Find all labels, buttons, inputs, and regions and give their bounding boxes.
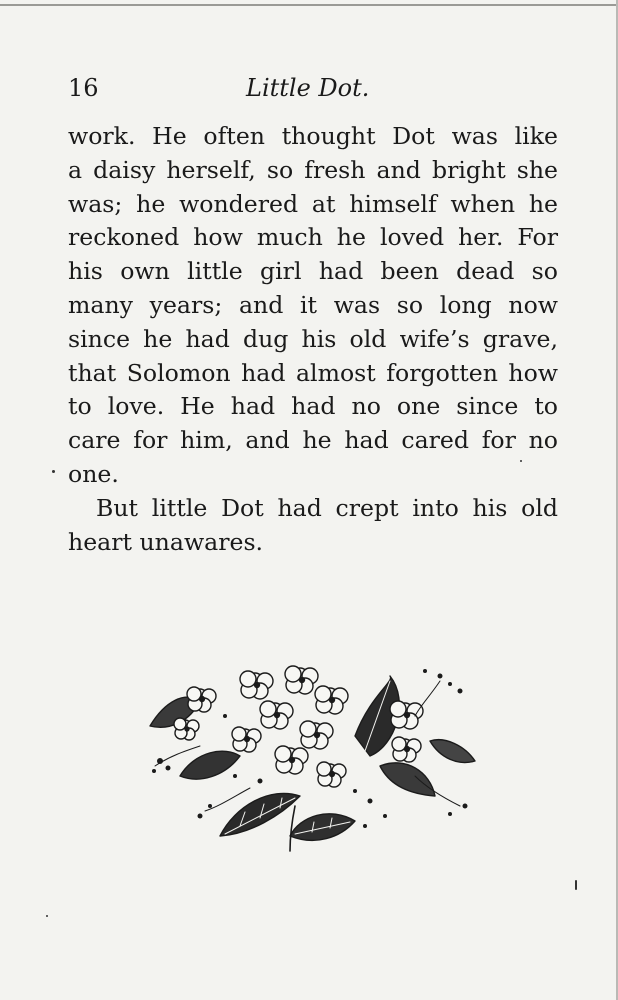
text-line: But little Dot had crept into his old — [96, 493, 558, 522]
paragraph-2 — [68, 492, 558, 560]
top-edge-rule — [0, 4, 618, 6]
text-line: work. He often thought Dot was like — [68, 122, 558, 150]
paragraph-1 — [68, 120, 558, 492]
print-speck — [52, 470, 55, 473]
text-line: was; he wondered at himself when he — [68, 189, 558, 218]
text-line: one. — [68, 459, 119, 488]
page-number: 16 — [68, 74, 99, 102]
page-header — [68, 74, 558, 108]
text-line: reckoned how much he loved her. For — [68, 223, 558, 252]
text-line: many years; and it was so long now — [68, 290, 558, 319]
text-line: a daisy herself, so fresh and bright she — [68, 155, 558, 184]
print-speck — [575, 880, 577, 890]
text-line: that Solomon had almost forgotten how — [68, 358, 558, 387]
text-line: care for him, and he had cared for no — [68, 426, 558, 455]
print-speck — [520, 460, 522, 462]
print-speck — [46, 915, 48, 917]
text-line: to love. He had had no one since to — [68, 392, 558, 421]
text-line: heart unawares. — [68, 527, 264, 556]
text-line: his own little girl had been dead so — [68, 257, 558, 286]
running-title: Little Dot. — [246, 74, 370, 102]
body-text — [68, 120, 558, 559]
text-line: since he had dug his old wife’s grave, — [68, 324, 558, 353]
floral-vignette-icon — [140, 656, 480, 852]
